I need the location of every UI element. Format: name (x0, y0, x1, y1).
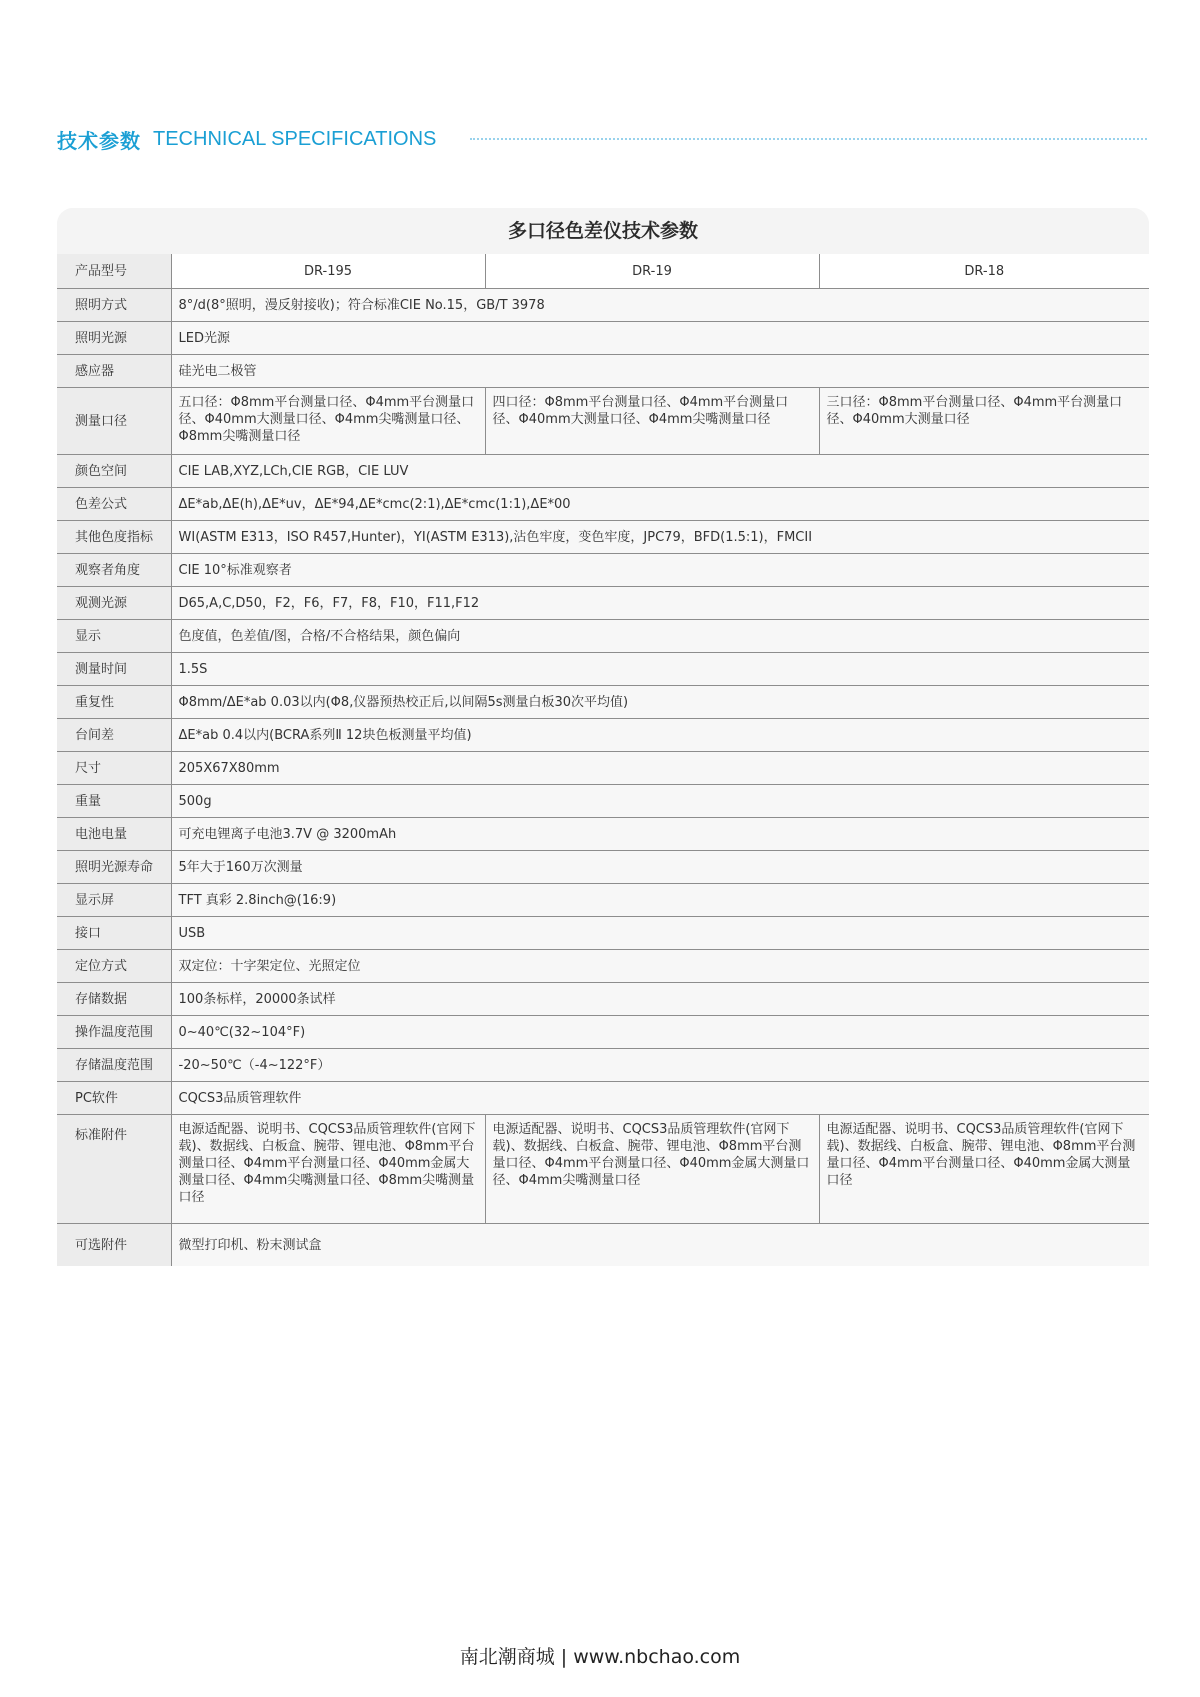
table-row (57, 950, 1149, 983)
table-row (57, 322, 1149, 355)
row-value: 0~40℃(32~104°F) (171, 1016, 1149, 1049)
row-value: 5年大于160万次测量 (171, 851, 1149, 884)
row-value: 8°/d(8°照明，漫反射接收)；符合标准CIE No.15，GB/T 3978 (171, 289, 1149, 322)
table-row (57, 1049, 1149, 1082)
row-value: Φ8mm/ΔE*ab 0.03以内(Φ8,仪器预热校正后,以间隔5s测量白板30次平均值) (171, 686, 1149, 719)
row-value: D65,A,C,D50，F2，F6，F7，F8，F10，F11,F12 (171, 587, 1149, 620)
table-row (57, 818, 1149, 851)
row-label: 尺寸 (57, 752, 171, 785)
table-row (57, 884, 1149, 917)
row-label: 存储温度范围 (57, 1049, 171, 1082)
row-label: 照明光源 (57, 322, 171, 355)
model-header: DR-19 (485, 254, 819, 289)
row-value: 色度值，色差值/图，合格/不合格结果，颜色偏向 (171, 620, 1149, 653)
row-value: 1.5S (171, 653, 1149, 686)
row-value: 双定位：十字架定位、光照定位 (171, 950, 1149, 983)
row-value: 四口径：Φ8mm平台测量口径、Φ4mm平台测量口径、Φ40mm大测量口径、Φ4mm尖嘴测量口径 (485, 388, 819, 455)
row-label: PC软件 (57, 1082, 171, 1115)
row-label: 观察者角度 (57, 554, 171, 587)
table-row (57, 851, 1149, 884)
row-value: WI(ASTM E313，ISO R457,Hunter)，YI(ASTM E313),沾色牢度，变色牢度，JPC79，BFD(1.5:1)，FMCII (171, 521, 1149, 554)
table-row (57, 917, 1149, 950)
table-row (57, 620, 1149, 653)
table-row (57, 983, 1149, 1016)
footer-site: 南北潮商城 | www.nbchao.com (459, 1646, 741, 1668)
row-label: 照明方式 (57, 289, 171, 322)
row-value: CIE LAB,XYZ,LCh,CIE RGB，CIE LUV (171, 455, 1149, 488)
table-row (57, 388, 1149, 455)
table-row (57, 1082, 1149, 1115)
row-label: 重量 (57, 785, 171, 818)
table-row (57, 1115, 1149, 1224)
row-label: 定位方式 (57, 950, 171, 983)
section-title-en: TECHNICAL SPECIFICATIONS (153, 127, 437, 150)
table-row (57, 355, 1149, 388)
row-value: LED光源 (171, 322, 1149, 355)
row-value: USB (171, 917, 1149, 950)
dotted-divider (470, 138, 1147, 140)
table-row (57, 488, 1149, 521)
table-row (57, 785, 1149, 818)
row-value: 电源适配器、说明书、CQCS3品质管理软件(官网下载)、数据线、白板盒、腕带、锂电池、Φ8mm平台测量口径、Φ4mm平台测量口径、Φ40mm金属大测量口径、Φ4mm尖嘴测量口径 (485, 1115, 819, 1224)
model-header: DR-18 (819, 254, 1149, 289)
spec-table (57, 254, 1149, 1266)
spec-table-title: 多口径色差仪技术参数 (57, 208, 1149, 254)
row-label: 标准附件 (57, 1115, 171, 1224)
table-row (57, 752, 1149, 785)
row-label: 可选附件 (57, 1224, 171, 1267)
table-row (57, 587, 1149, 620)
row-label: 电池电量 (57, 818, 171, 851)
row-value: CIE 10°标准观察者 (171, 554, 1149, 587)
table-row (57, 686, 1149, 719)
row-label: 测量时间 (57, 653, 171, 686)
row-value: CQCS3品质管理软件 (171, 1082, 1149, 1115)
row-value: 电源适配器、说明书、CQCS3品质管理软件(官网下载)、数据线、白板盒、腕带、锂电池、Φ8mm平台测量口径、Φ4mm平台测量口径、Φ40mm金属大测量口径 (819, 1115, 1149, 1224)
row-value: ΔE*ab,ΔE(h),ΔE*uv，ΔE*94,ΔE*cmc(2:1),ΔE*cmc(1:1),ΔE*00 (171, 488, 1149, 521)
row-label: 测量口径 (57, 388, 171, 455)
table-row (57, 455, 1149, 488)
section-title-cn: 技术参数 (57, 128, 141, 153)
spec-table-card (57, 208, 1149, 1266)
section-header (57, 124, 1147, 154)
row-label: 显示 (57, 620, 171, 653)
row-label: 重复性 (57, 686, 171, 719)
table-row (57, 1224, 1149, 1267)
row-label: 操作温度范围 (57, 1016, 171, 1049)
row-value: -20~50℃（-4~122°F） (171, 1049, 1149, 1082)
row-value: 205X67X80mm (171, 752, 1149, 785)
row-value: TFT 真彩 2.8inch@(16:9) (171, 884, 1149, 917)
row-label: 显示屏 (57, 884, 171, 917)
table-header-row (57, 254, 1149, 289)
row-value: 微型打印机、粉末测试盒 (171, 1224, 1149, 1267)
row-value: 100条标样，20000条试样 (171, 983, 1149, 1016)
row-label: 照明光源寿命 (57, 851, 171, 884)
model-header: DR-195 (171, 254, 485, 289)
row-label: 存储数据 (57, 983, 171, 1016)
row-label: 其他色度指标 (57, 521, 171, 554)
table-row (57, 521, 1149, 554)
table-row (57, 653, 1149, 686)
row-value: 硅光电二极管 (171, 355, 1149, 388)
row-label: 台间差 (57, 719, 171, 752)
table-row (57, 554, 1149, 587)
row-label: 观测光源 (57, 587, 171, 620)
row-value: 三口径：Φ8mm平台测量口径、Φ4mm平台测量口径、Φ40mm大测量口径 (819, 388, 1149, 455)
row-value: 五口径：Φ8mm平台测量口径、Φ4mm平台测量口径、Φ40mm大测量口径、Φ4mm尖嘴测量口径、Φ8mm尖嘴测量口径 (171, 388, 485, 455)
row-label: 颜色空间 (57, 455, 171, 488)
row-value: 500g (171, 785, 1149, 818)
model-label: 产品型号 (57, 254, 171, 289)
row-value: 电源适配器、说明书、CQCS3品质管理软件(官网下载)、数据线、白板盒、腕带、锂电池、Φ8mm平台测量口径、Φ4mm平台测量口径、Φ40mm金属大测量口径、Φ4mm尖嘴测量口径、Φ8mm尖嘴测量口径 (171, 1115, 485, 1224)
row-value: 可充电锂离子电池3.7V @ 3200mAh (171, 818, 1149, 851)
spec-table-body (57, 254, 1149, 1266)
table-row (57, 289, 1149, 322)
row-label: 感应器 (57, 355, 171, 388)
table-row (57, 1016, 1149, 1049)
table-row (57, 719, 1149, 752)
row-label: 接口 (57, 917, 171, 950)
row-label: 色差公式 (57, 488, 171, 521)
row-value: ΔE*ab 0.4以内(BCRA系列Ⅱ 12块色板测量平均值) (171, 719, 1149, 752)
